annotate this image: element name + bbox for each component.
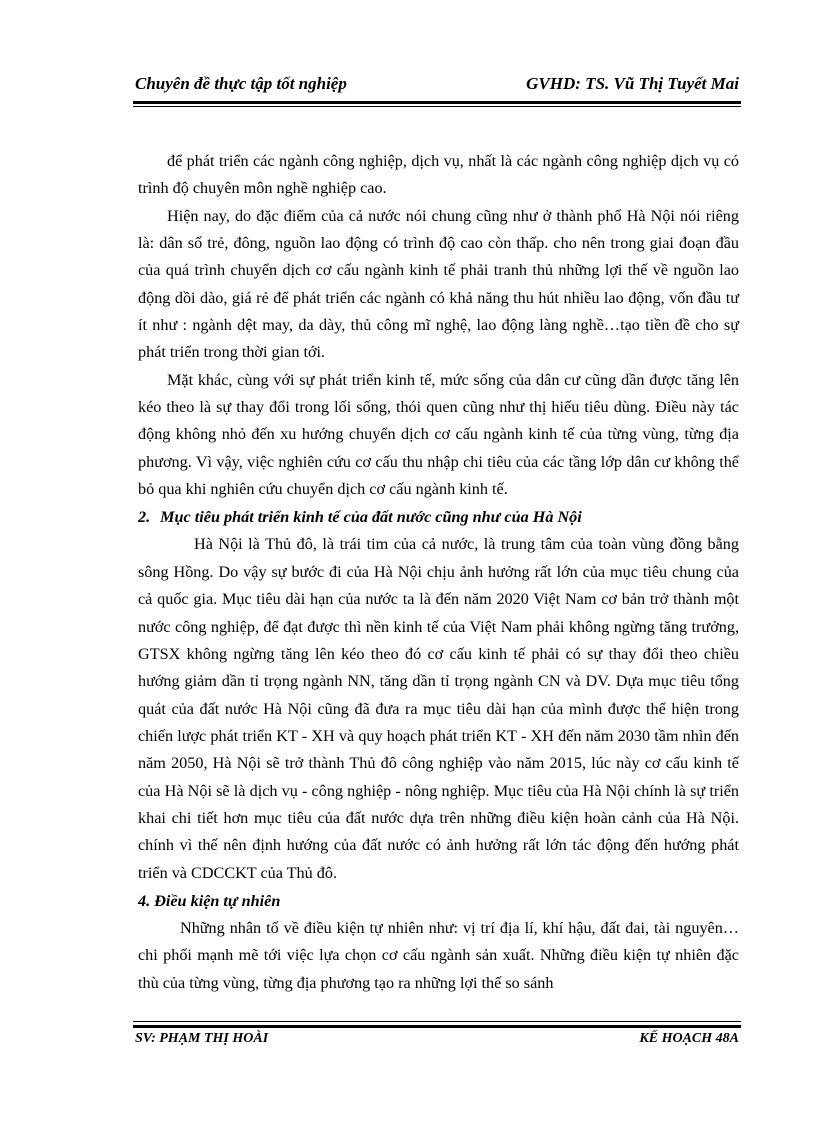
- footer-rule-thin: [133, 1021, 741, 1022]
- section-heading-2: [138, 503, 739, 531]
- header-supervisor: GVHD: TS. Vũ Thị Tuyết Mai: [526, 74, 739, 93]
- paragraph-2: Hiện nay, do đặc điểm của cả nước nói chung cũng như ở thành phố Hà Nội nói riêng là: dân số trẻ, đông, nguồn lao động có trình độ cao còn thấp. cho nên trong giai đoạn đầu của quá trình chuyển dịch cơ cấu ngành kinh tế phải tranh thủ những lợi thế về nguồn lao động dồi dào, giá rẻ để phát triển các ngành có khả năng thu hút nhiều lao động, vốn đầu tư ít như : ngành dệt may, da dày, thủ công mĩ nghệ, lao động làng nghề…tạo tiền đề cho sự phát triển trong thời gian tới.: [138, 206, 739, 362]
- footer-class: KẾ HOẠCH 48A: [639, 1031, 739, 1046]
- paragraph-5: Những nhân tố về điều kiện tự nhiên như: vị trí địa lí, khí hậu, đất đai, tài nguyên…chi phối mạnh mẽ tới việc lựa chọn cơ cấu ngành sản xuất. Những điều kiện tự nhiên đặc thù của từng vùng, từng địa phương tạo ra những lợi thế so sánh: [138, 918, 739, 992]
- paragraph-3: Mặt khác, cùng với sự phát triển kinh tế, mức sống của dân cư cũng dần được tăng lên kéo theo là sự thay đổi trong lối sống, thói quen cũng như thị hiếu tiêu dùng. Điều này tác động không nhỏ đến xu hướng chuyển dịch cơ cấu ngành kinh tế của từng vùng, từng địa phương. Vì vậy, việc nghiên cứu cơ cấu thu nhập chi tiêu của các tầng lớp dân cư không thể bỏ qua khi nghiên cứu chuyển dịch cơ cấu ngành kinh tế.: [138, 370, 739, 499]
- paragraph-4: Hà Nội là Thủ đô, là trái tim của cả nước, là trung tâm của toàn vùng đồng bằng sông Hồng. Do vậy sự bước đi của Hà Nội chịu ảnh hưởng rất lớn của mục tiêu chung của cả quốc gia. Mục tiêu dài hạn của nước ta là đến năm 2020 Việt Nam cơ bản trở thành một nước công nghiệp, để đạt được thì nền kinh tế của Việt Nam phải không ngừng tăng trưởng, GTSX không ngừng tăng lên kéo theo đó cơ cấu kinh tế phải có sự thay đổi theo chiều hướng giảm dần tỉ trọng ngành NN, tăng dần tỉ trọng ngành CN và DV. Dựa mục tiêu tổng quát của đất nước Hà Nội cũng đã đưa ra mục tiêu dài hạn của mình được thể hiện trong chiến lược phát triển KT - XH và quy hoạch phát triển KT - XH đến năm 2030 tầm nhìn đến năm 2050, Hà Nội sẽ trở thành Thủ đô công nghiệp vào năm 2015, lúc này cơ cấu kinh tế của Hà Nội sẽ là dịch vụ - công nghiệp - nông nghiệp. Mục tiêu của Hà Nội chính là sự triển khai chi tiết hơn mục tiêu của đất nước dựa trên những điều kiện hoàn cảnh của Hà Nội. chính vì thế nên định hướng của đất nước có ảnh hưởng rất lớn tác động đến hướng phát triển và CDCCKT của Thủ đô.: [138, 535, 739, 882]
- header-rule-thick: [133, 101, 741, 104]
- footer-student-name: SV: PHẠM THỊ HOÀI: [135, 1031, 269, 1046]
- paragraph-1: để phát triển các ngành công nghiệp, dịch vụ, nhất là các ngành công nghiệp dịch vụ có trình độ chuyên môn nghề nghiệp cao.: [138, 152, 739, 198]
- page-footer: [135, 1031, 739, 1053]
- section-number-2: 2.: [138, 508, 151, 527]
- header-thesis-title: Chuyên đề thực tập tốt nghiệp: [135, 74, 347, 93]
- section-heading-4: 4. Điều kiện tự nhiên: [138, 891, 281, 910]
- header-rule-thin: [133, 106, 741, 107]
- section-title-2: Mục tiêu phát triển kinh tế của đất nước cũng như của Hà Nội: [160, 508, 582, 527]
- page-header: [135, 74, 739, 98]
- footer-rule-thick: [133, 1025, 741, 1028]
- body-content: [138, 148, 739, 997]
